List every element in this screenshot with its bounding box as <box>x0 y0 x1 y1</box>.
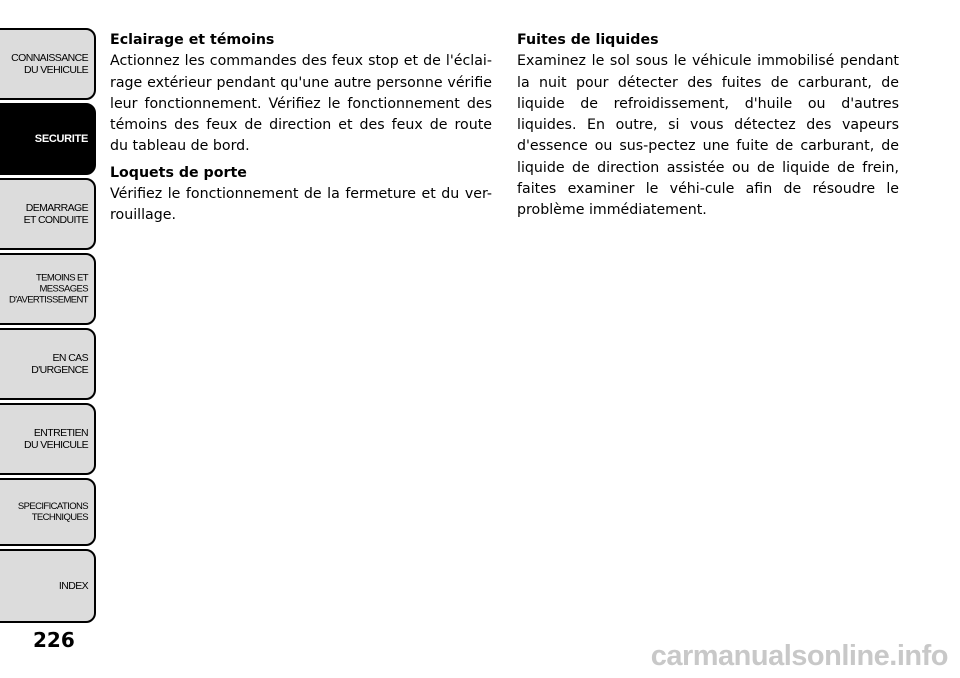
chapter-tab-demarrage[interactable] <box>0 178 96 250</box>
watermark: carmanualsonline.info <box>650 640 948 672</box>
section-text: Vérifiez le fonctionnement de la fermeture et du ver-rouillage. <box>110 186 492 224</box>
chapter-tab-index[interactable] <box>0 549 96 623</box>
tab-label: DEMARRAGE ET CONDUITE <box>23 202 88 226</box>
tab-label: SECURITE <box>34 133 88 145</box>
section-eclairage <box>110 30 492 158</box>
tab-label: CONNAISSANCE DU VEHICULE <box>11 52 88 76</box>
chapter-tab-connaissance[interactable] <box>0 28 96 100</box>
tab-label: ENTRETIEN DU VEHICULE <box>24 427 88 451</box>
right-column <box>517 30 899 227</box>
tab-label: SPECIFICATIONS TECHNIQUES <box>17 501 88 523</box>
section-text: Actionnez les commandes des feux stop et de l'éclai-rage extérieur pendant qu'une autre personne vérifie leur fonctionnement. Vérifiez le fonctionnement des témoins des feux de direction et des feux de route du tableau de bord. <box>110 53 492 155</box>
section-heading: Loquets de porte <box>110 164 247 181</box>
tab-label: EN CAS D'URGENCE <box>31 352 88 376</box>
section-heading: Fuites de liquides <box>517 32 659 48</box>
tab-label: INDEX <box>58 580 88 592</box>
tab-label: TEMOINS ET MESSAGES D'AVERTISSEMENT <box>8 272 88 306</box>
section-loquets <box>110 163 492 227</box>
chapter-tab-entretien[interactable] <box>0 403 96 475</box>
section-heading: Eclairage et témoins <box>110 32 275 48</box>
section-text: Examinez le sol sous le véhicule immobilisé pendant la nuit pour détecter des fuites de carburant, de liquide de refroidissement, d'huile ou d'autres liquides. En outre, si vous détectez des vapeurs d'essence ou sus-pectez une fuite de carburant, de liquide de direction assistée ou de liquide de frein, faites examiner le véhi-cule afin de résoudre le problème immédiatement. <box>517 53 899 219</box>
chapter-tab-temoins[interactable] <box>0 253 96 325</box>
left-column <box>110 30 492 232</box>
page-number: 226 <box>33 628 75 652</box>
section-fuites <box>517 30 899 222</box>
chapter-tab-urgence[interactable] <box>0 328 96 400</box>
chapter-tab-securite[interactable] <box>0 103 96 175</box>
chapter-tab-specifications[interactable] <box>0 478 96 546</box>
